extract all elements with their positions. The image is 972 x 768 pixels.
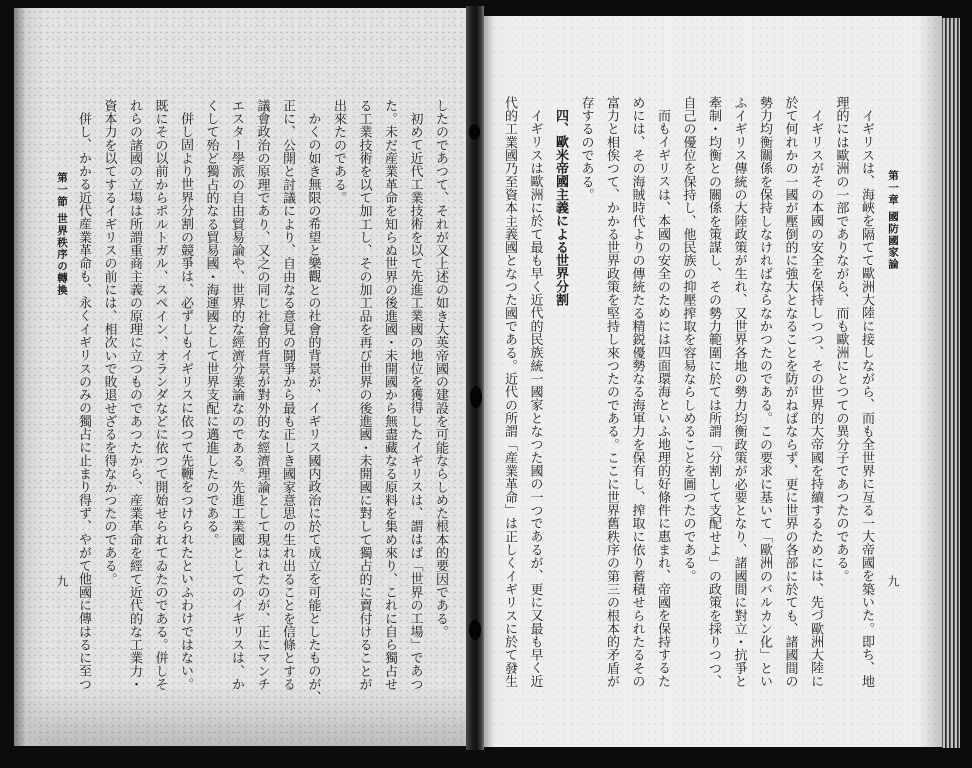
- section-heading: 四、歐米帝國主義による世界分割: [553, 109, 568, 307]
- text-column: 正に、公開と討議により、自由なる意見の鬪爭から最も正しき國家意思の生れ出ることを信條とする: [280, 99, 295, 691]
- binding-mark: [470, 386, 482, 408]
- text-column: 理的には歐洲の一部でありながら、而も歐洲にとつての異分子であつたのである。: [833, 96, 849, 583]
- text-column: 自己の優位を保持し、他民族の抑壓搾取を容易ならしめることを圖つたのである。: [680, 96, 696, 583]
- text-column: イギリスがその本國の安全を保持しつつ、その世界的大帝國を持續するためには、先づ歐洲大陸に: [808, 109, 823, 688]
- text-column: 勢力均衡關係を保持しなければならなかつたのである。この要求に基いて「歐洲のバルカン化」とい: [757, 96, 772, 688]
- page-stack-edges: [942, 18, 960, 748]
- right-body-text: [496, 96, 879, 710]
- text-column: イギリスは、海峽を隔てて歐洲大陸に接しながら、而も全世界に亙る一大帝國を築いた。即ち、地: [859, 109, 874, 688]
- text-column: くして殆ど獨占的なる貿易國・海運國として世界支配に邁進したのである。: [203, 99, 219, 547]
- left-page-number: 九: [55, 575, 69, 587]
- text-column: 存するのである。: [578, 96, 594, 202]
- text-column: 牽制・均衡との關係を策謀し、その勢力範圍に於ては所謂「分割して支配せよ」の政策を採りつつ、: [706, 96, 721, 688]
- text-column: めには、その海賊時代よりの傳統たる精鋭優勢なる海軍力を保有し、搾取に依り蓄積せられたるその: [629, 96, 645, 688]
- text-column: イギリスは歐洲に於て最も早く近代的民族統一國家となつた國の一つであるが、更に又最も早く近: [527, 109, 543, 688]
- binding-mark: [469, 620, 481, 640]
- left-body-text: [70, 99, 453, 713]
- left-page: [14, 8, 466, 746]
- text-column: 併し固より世界分割の競爭は、必ずしもイギリスに依つて先鞭をつけられたといふわけではない。: [178, 112, 193, 691]
- text-column: したのであつて、それが又上述の如き大英帝國の建設を可能ならしめた根本的要因である。: [433, 99, 448, 639]
- text-column: 出來たのである。: [331, 99, 346, 205]
- right-running-head: 第一章 國防國家論: [887, 170, 899, 271]
- right-page: [484, 16, 942, 747]
- text-column: る工業技術を以て加工し、その加工品を再び世界の後進國・未開國に對して獨占的に賣付けることが: [356, 99, 372, 691]
- text-column: た。未だ産業革命を知らぬ世界の後進國・未開國から無盡藏なる原料を集め來り、これに自ら獨占せ: [382, 99, 397, 691]
- text-column: 資本力を以てするイギリスの前には、相次いで敗退せざるを得なかつたのである。: [101, 99, 117, 586]
- binding-mark: [469, 124, 480, 140]
- text-column: 併し、かかる近代産業革命も、永くイギリスのみの獨占に止まり得ず、やがて他國に傳はるに至つ: [76, 112, 91, 691]
- text-column: れらの諸國の立場は所謂重商主義の原理に立つものであつたから、産業革命を經て近代的な工業力・: [127, 99, 142, 691]
- left-running-head: 第一節 世界秩序の轉換: [56, 172, 68, 297]
- text-column: ふイギリス傳統の大陸政策が生れ、又世界各地の勢力均衡政策が必要となり、諸國間に對立・抗爭と: [731, 96, 747, 688]
- text-column: 議會政治の原理であり、又之の同じ社會的背景が對外的な經濟理論として現はれたのが、正にマンチ: [254, 99, 270, 691]
- text-column: 富力と相俟つて、かかる世界政策を堅持し來つたのである。ここに世界舊秩序の第三の根本的矛盾が: [604, 96, 619, 688]
- text-column: 代的工業國乃至資本主義國となつた國である。近代の所謂「産業革命」は正しくイギリスに於て發生: [502, 96, 517, 688]
- text-column: 既にその以前からポルトガル、スペイン、オランダなどに依つて開始せられてゐたのである。併しそ: [152, 99, 168, 691]
- right-page-number: 九: [886, 575, 900, 587]
- text-column: 於て何れかの一國が壓倒的に強大となることを防がねばならず、更に世界の各部に於ても、諸國間の: [782, 96, 798, 688]
- text-column: 而もイギリスは、本國の安全のためには四面環海といふ地理的好條件に惠まれ、帝國を保持するた: [655, 109, 670, 688]
- text-column: エスター學派の自由貿易論や、世界的な經濟分業論なのである。先進工業國としてのイギリスは、か: [229, 99, 244, 691]
- book-spine: [466, 6, 484, 750]
- text-column: かくの如き無限の希望と樂觀との社會的背景が、イギリス國内政治に於て成立を可能としたものが、: [305, 112, 321, 704]
- text-column: 初めて近代工業技術を以て先進工業國の地位を獲得したイギリスは、謂はば「世界の工場」であつ: [407, 112, 423, 691]
